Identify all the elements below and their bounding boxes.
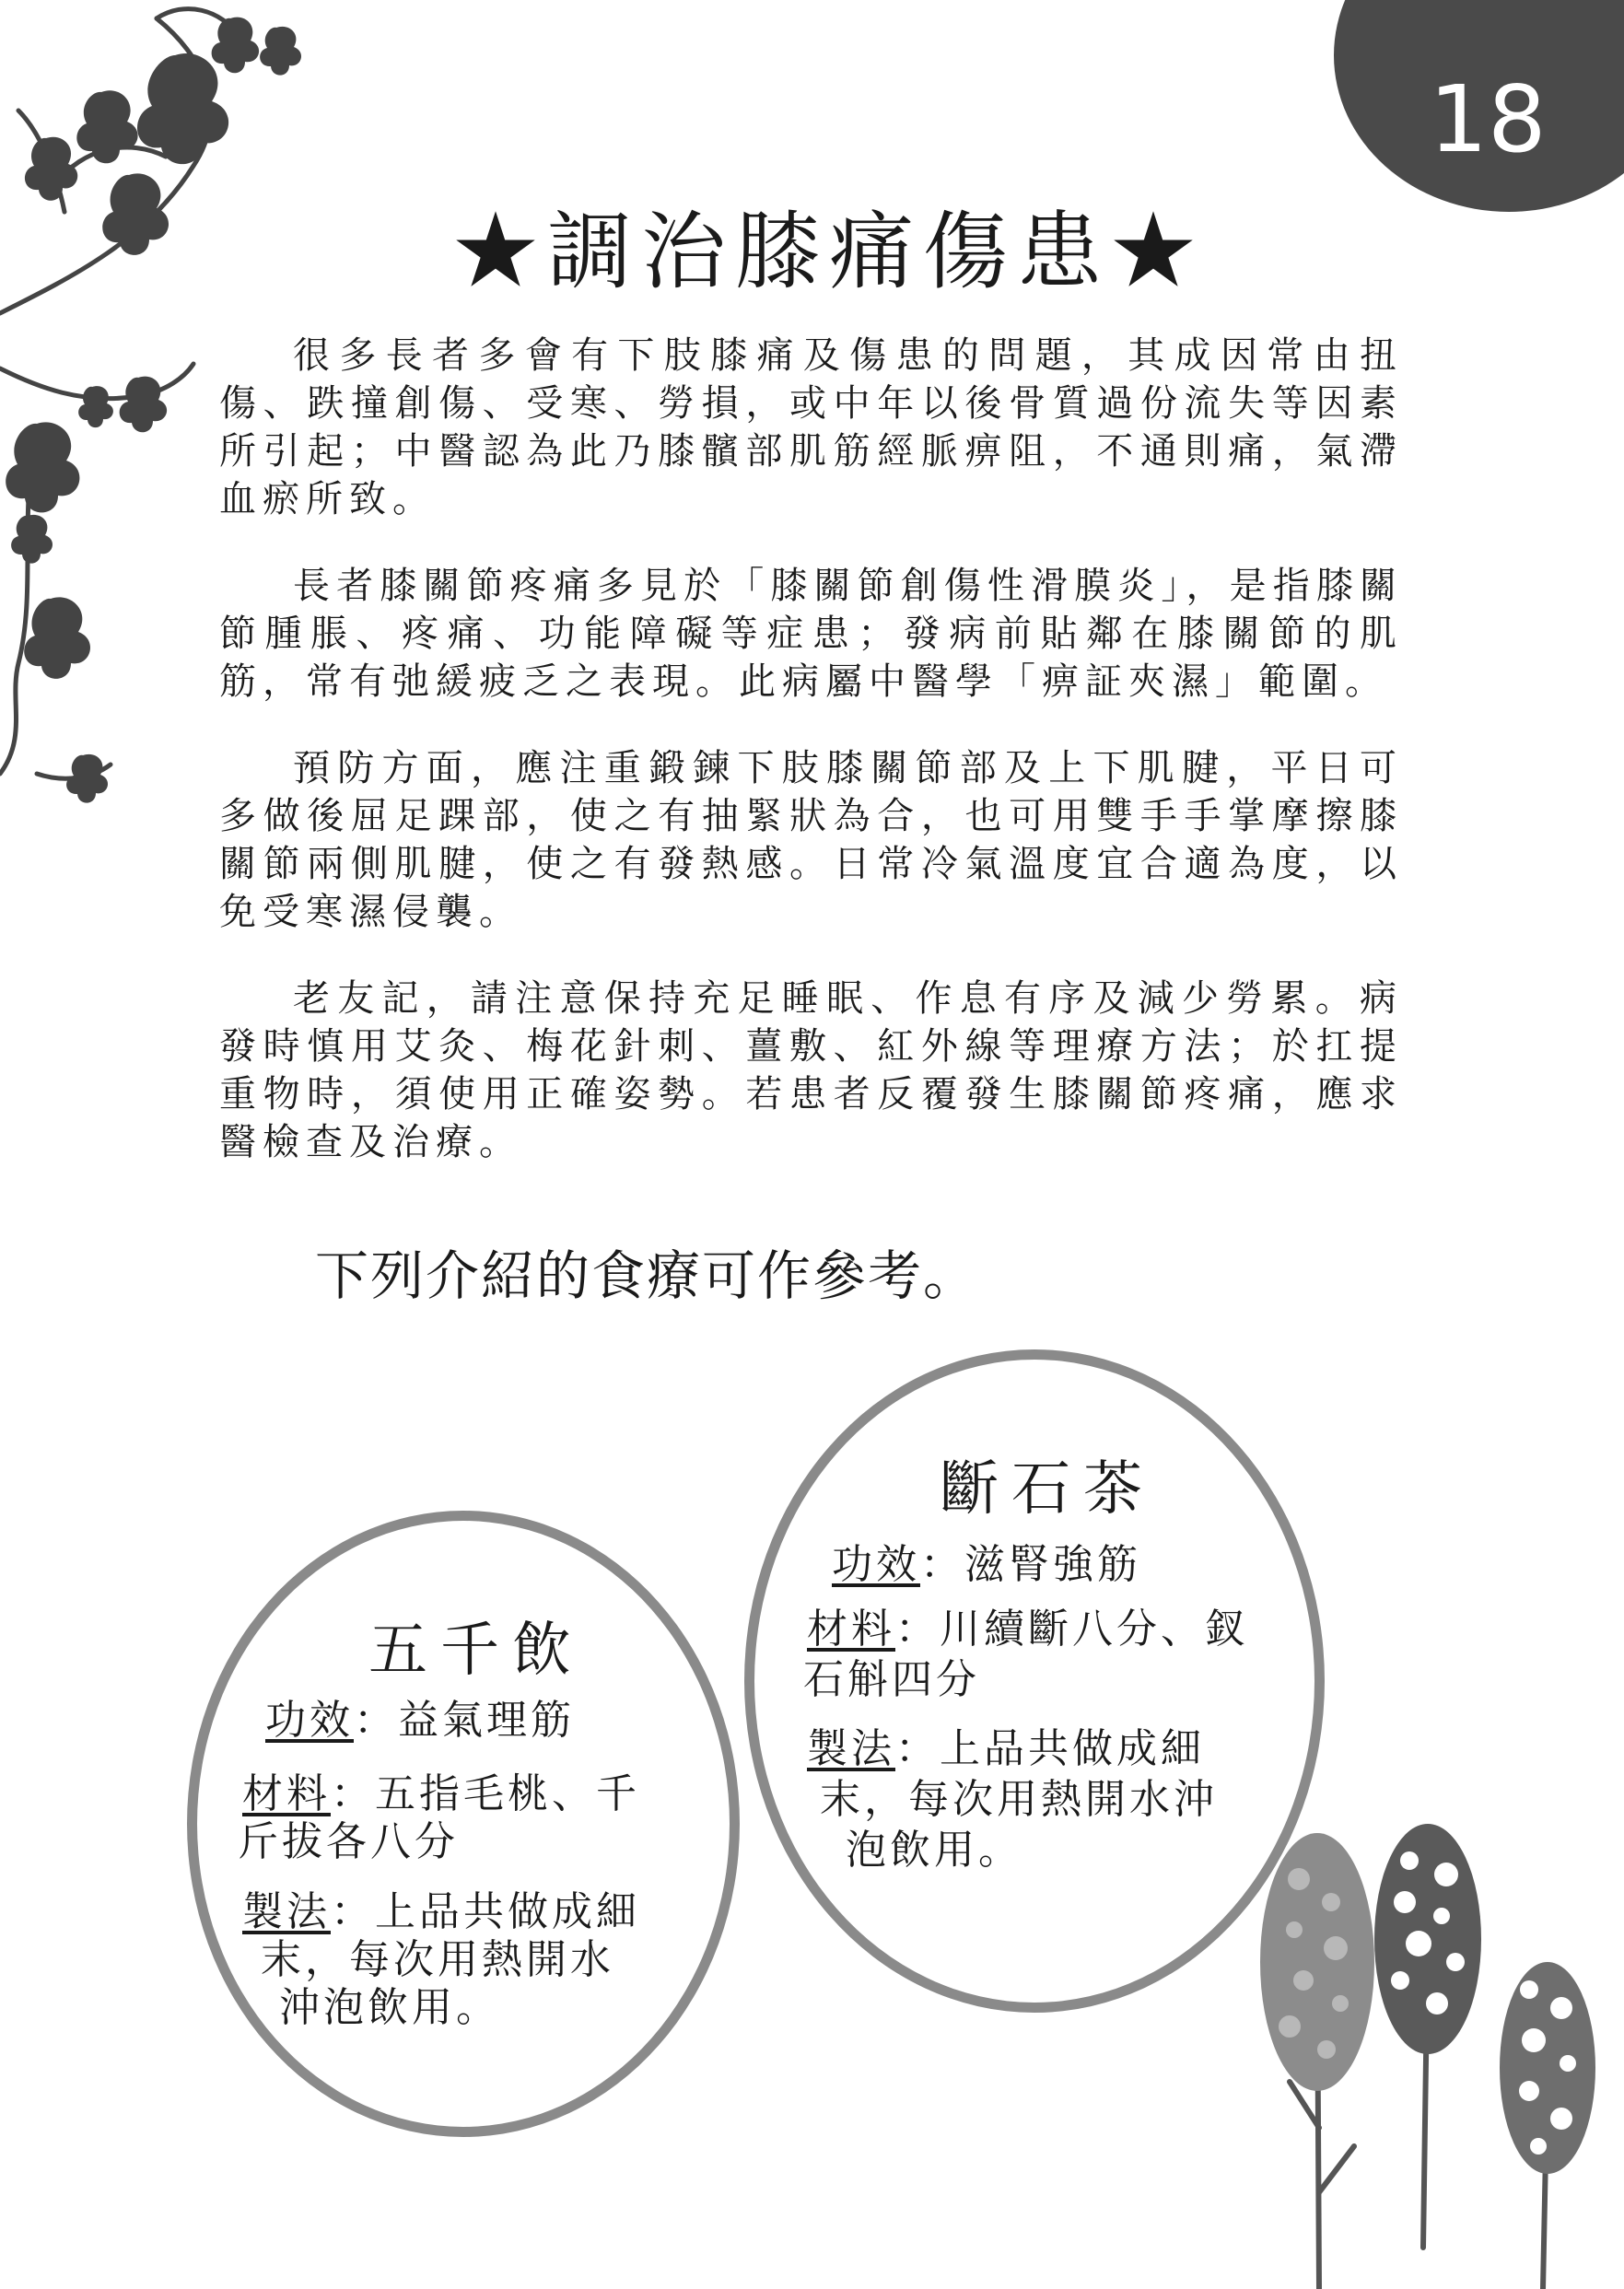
paragraph-advice: 老友記，請注意保持充足睡眠、作息有序及減少勞累。病發時慎用艾灸、梅花針刺、薑敷、紅外線等理療方法；於扛提重物時，須使用正確姿勢。若患者反覆發生膝關節疼痛，應求醫檢查及治療。 [219, 977, 1403, 1163]
diet-therapy-intro: 下列介紹的食療可作參考。 [315, 1244, 979, 1307]
recipe-name: 斷石茶 [940, 1455, 1155, 1524]
paragraph-prevention: 預防方面，應注重鍛鍊下肢膝關節部及上下肌腱，平日可多做後屈足踝部，使之有抽緊狀為合，也可用雙手手掌摩擦膝關節兩側肌腱，使之有發熱感。日常冷氣溫度宜合適為度，以免受寒濕侵襲。 [219, 747, 1403, 933]
recipe-material-cont: 石斛四分 [803, 1656, 980, 1703]
recipe-effect: 功效：滋腎強筋 [832, 1541, 1141, 1588]
recipe-material: 材料：川續斷八分、釵 [807, 1606, 1249, 1653]
recipe-material-cont: 斤拔各八分 [238, 1818, 459, 1865]
page-title: ★調治膝痛傷患★ [452, 203, 1205, 301]
recipe-method-cont: 泡飲用。 [846, 1827, 1022, 1874]
polka-dot-trees [1234, 1824, 1621, 2289]
tree-canopy [1500, 1962, 1595, 2174]
paragraph-synovitis: 長者膝關節疼痛多見於「膝關節創傷性滑膜炎」，是指膝關節腫脹、疼痛、功能障礙等症患；發病前貼鄰在膝關節的肌筋，常有弛緩疲乏之表現。此病屬中醫學「痹証夾濕」範圍。 [219, 565, 1403, 703]
recipe-method-cont: 沖泡飲用。 [279, 1984, 500, 2031]
recipe-method-cont: 末，每次用熱開水沖 [820, 1776, 1218, 1823]
recipe-effect: 功效：益氣理筋 [265, 1697, 575, 1744]
recipe-material: 材料：五指毛桃、千 [242, 1770, 640, 1817]
article-body [219, 332, 1403, 1205]
recipe-method: 製法：上品共做成細 [242, 1888, 640, 1935]
paragraph-causes: 很多長者多會有下肢膝痛及傷患的問題，其成因常由扭傷、跌撞創傷、受寒、勞損，或中年以後骨質過份流失等因素所引起；中醫認為此乃膝髕部肌筋經脈痹阻，不通則痛，氣滯血瘀所致。 [219, 334, 1403, 520]
recipe-method: 製法：上品共做成細 [807, 1725, 1205, 1772]
recipe-method-cont: 末，每次用熱開水 [261, 1936, 614, 1983]
page-number: 18 [1429, 65, 1547, 173]
recipe-name: 五千飲 [368, 1617, 584, 1685]
tree-canopy [1260, 1833, 1374, 2091]
